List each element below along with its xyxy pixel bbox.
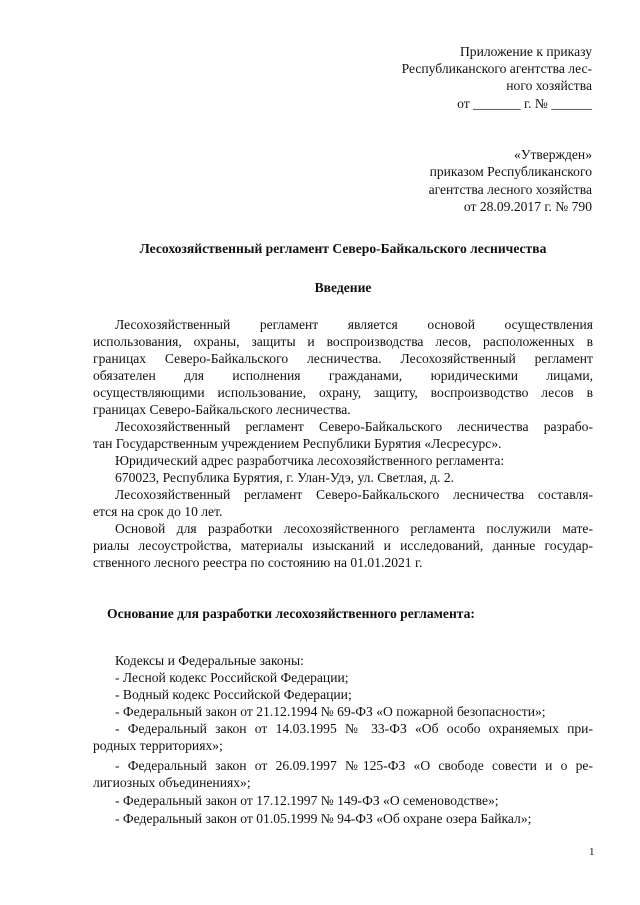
approval-line-3: агентства лесного хозяйства xyxy=(428,182,592,197)
appendix-line-2: Республиканского агентства лес- xyxy=(401,61,592,76)
text-line: ется на срок до 10 лет. xyxy=(93,504,223,519)
text-line: Лесохозяйственный регламент является основой осуществления xyxy=(115,317,593,332)
intro-paragraph-2 xyxy=(93,418,593,452)
law-item-5 xyxy=(93,757,593,791)
intro-paragraph-6 xyxy=(93,520,593,571)
text-line: - Федеральный закон от 26.09.1997 №125-ФЗ «О свободе совести и о ре- xyxy=(115,758,593,773)
approval-line-4: от 28.09.2017 г. № 790 xyxy=(463,199,592,214)
law-item-6 xyxy=(93,792,593,809)
approval-line-2: приказом Республиканского xyxy=(429,164,592,179)
text-line: осуществляющими использование, охрану, защиту, воспроизводство лесов в xyxy=(93,385,593,400)
text-line: использования, охраны, защиты и воспроизводства лесов, расположенных в xyxy=(93,334,593,349)
appendix-line-3: ного хозяйства xyxy=(506,78,592,93)
text-line: Лесохозяйственный регламент Северо-Байкальского лесничества разрабо- xyxy=(115,419,593,434)
text-line: - Федеральный закон от 01.05.1999 № 94-ФЗ «Об охране озера Байкал»; xyxy=(115,811,532,826)
text-line: обязателен для исполнения гражданами, юридическими лицами, xyxy=(93,368,593,383)
basis-heading: Основание для разработки лесохозяйственного регламента: xyxy=(107,606,475,621)
text-line: границах Северо-Байкальского лесничества. xyxy=(93,402,351,417)
text-line: - Федеральный закон от 21.12.1994 № 69-ФЗ «О пожарной безопасности»; xyxy=(115,704,546,719)
law-item-2 xyxy=(93,686,593,703)
text-line: Основой для разработки лесохозяйственного регламента послужили мате- xyxy=(115,521,593,536)
text-line: - Водный кодекс Российской Федерации; xyxy=(115,687,352,702)
text-line: - Федеральный закон от 14.03.1995 № 33-ФЗ «Об особо охраняемых при- xyxy=(115,721,593,736)
law-item-7 xyxy=(93,810,593,827)
intro-heading: Введение xyxy=(314,280,372,295)
appendix-line-4: от _______ г. № ______ xyxy=(457,96,592,111)
intro-paragraph-3 xyxy=(93,452,593,469)
text-line: риалы лесоустройства, материалы изысканий и исследований, данные государ- xyxy=(93,538,593,553)
intro-paragraph-4 xyxy=(93,469,593,486)
text-line: Юридический адрес разработчика лесохозяйственного регламента: xyxy=(115,453,505,468)
law-item-3 xyxy=(93,703,593,720)
text-line: 670023, Республика Бурятия, г. Улан-Удэ, ул. Светлая, д. 2. xyxy=(115,470,455,485)
text-line: Кодексы и Федеральные законы: xyxy=(115,653,304,668)
document-title: Лесохозяйственный регламент Северо-Байкальского лесничества xyxy=(139,241,547,256)
text-line: родных территориях»; xyxy=(93,738,223,753)
laws-intro xyxy=(93,652,593,669)
text-line: Лесохозяйственный регламент Северо-Байкальского лесничества составля- xyxy=(115,487,593,502)
approval-line-1: «Утвержден» xyxy=(514,147,592,162)
text-line: тан Государственным учреждением Республики Бурятия «Лесресурс». xyxy=(93,436,502,451)
text-line: границах Северо-Байкальского лесничества. Лесохозяйственный регламент xyxy=(93,351,593,366)
intro-paragraph-1 xyxy=(93,316,593,418)
appendix-line-1: Приложение к приказу xyxy=(459,44,592,59)
text-line: - Лесной кодекс Российской Федерации; xyxy=(115,670,349,685)
law-item-4 xyxy=(93,720,593,754)
text-line: лигиозных объединениях»; xyxy=(93,775,251,790)
intro-paragraph-5 xyxy=(93,486,593,520)
text-line: ственного лесного реестра по состоянию на 01.01.2021 г. xyxy=(93,555,423,570)
text-line: - Федеральный закон от 17.12.1997 № 149-ФЗ «О семеноводстве»; xyxy=(115,793,499,808)
law-item-1 xyxy=(93,669,593,686)
page-number: 1 xyxy=(589,846,595,858)
